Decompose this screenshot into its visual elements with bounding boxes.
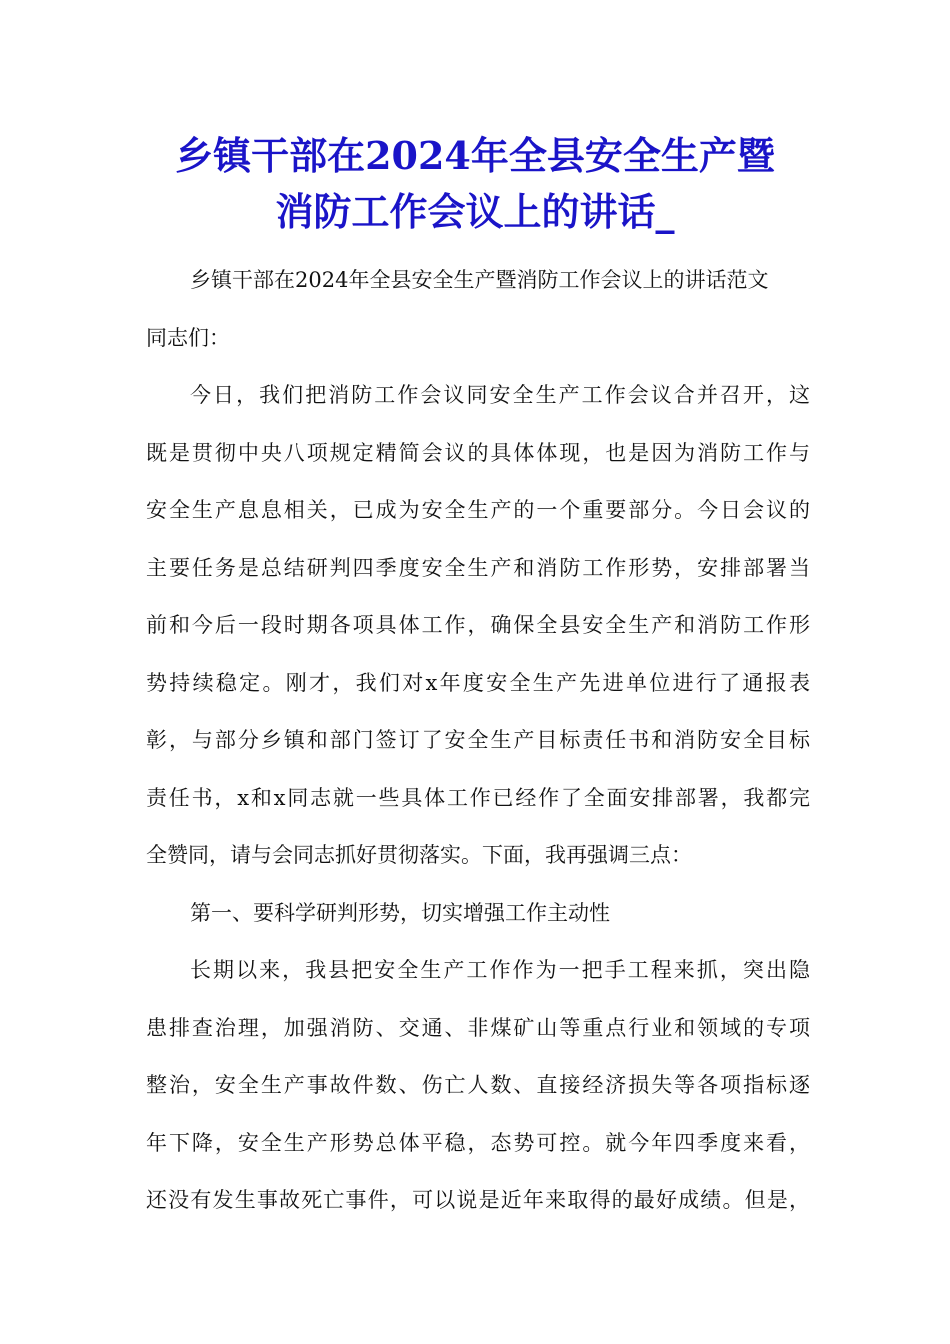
body-line: 还没有发生事故死亡事件，可以说是近年来取得的最好成绩。但是， [146,1188,810,1212]
body-line: 全赞同，请与会同志抓好贯彻落实。下面，我再强调三点： [146,843,692,867]
body-line: 安全生产息息相关，已成为安全生产的一个重要部分。今日会议的 [146,498,810,522]
body-line: 年下降，安全生产形势总体平稳，态势可控。就今年四季度来看， [146,1130,810,1155]
body-line: 主要任务是总结研判四季度安全生产和消防工作形势，安排部署当 [146,555,810,580]
title-line-2: 消防工作会议上的讲话_ [275,189,675,234]
body-line: 乡镇干部在2024年全县安全生产暨消防工作会议上的讲话范文 [190,268,769,292]
section-heading: 第一、要科学研判形势，切实增强工作主动性 [190,900,610,925]
document-body [146,252,810,1230]
body-line: 整治，安全生产事故件数、伤亡人数、直接经济损失等各项指标逐 [146,1073,810,1097]
body-line: 患排查治理，加强消防、交通、非煤矿山等重点行业和领域的专项 [146,1015,810,1040]
title-line-1: 乡镇干部在2024年全县安全生产暨 [175,133,775,178]
body-line: 长期以来，我县把安全生产工作作为一把手工程来抓，突出隐 [190,958,810,982]
document-title [120,128,830,240]
body-line: 今日，我们把消防工作会议同安全生产工作会议合并召开，这 [190,383,810,407]
body-line: 责任书，x和x同志就一些具体工作已经作了全面安排部署，我都完 [146,785,810,810]
body-line: 既是贯彻中央八项规定精简会议的具体体现，也是因为消防工作与 [146,440,810,465]
body-line: 势持续稳定。刚才，我们对x年度安全生产先进单位进行了通报表 [146,670,810,695]
body-line: 前和今后一段时期各项具体工作，确保全县安全生产和消防工作形 [146,613,810,637]
body-line: 彰，与部分乡镇和部门签订了安全生产目标责任书和消防安全目标 [146,728,810,752]
body-line: 同志们： [146,325,230,350]
